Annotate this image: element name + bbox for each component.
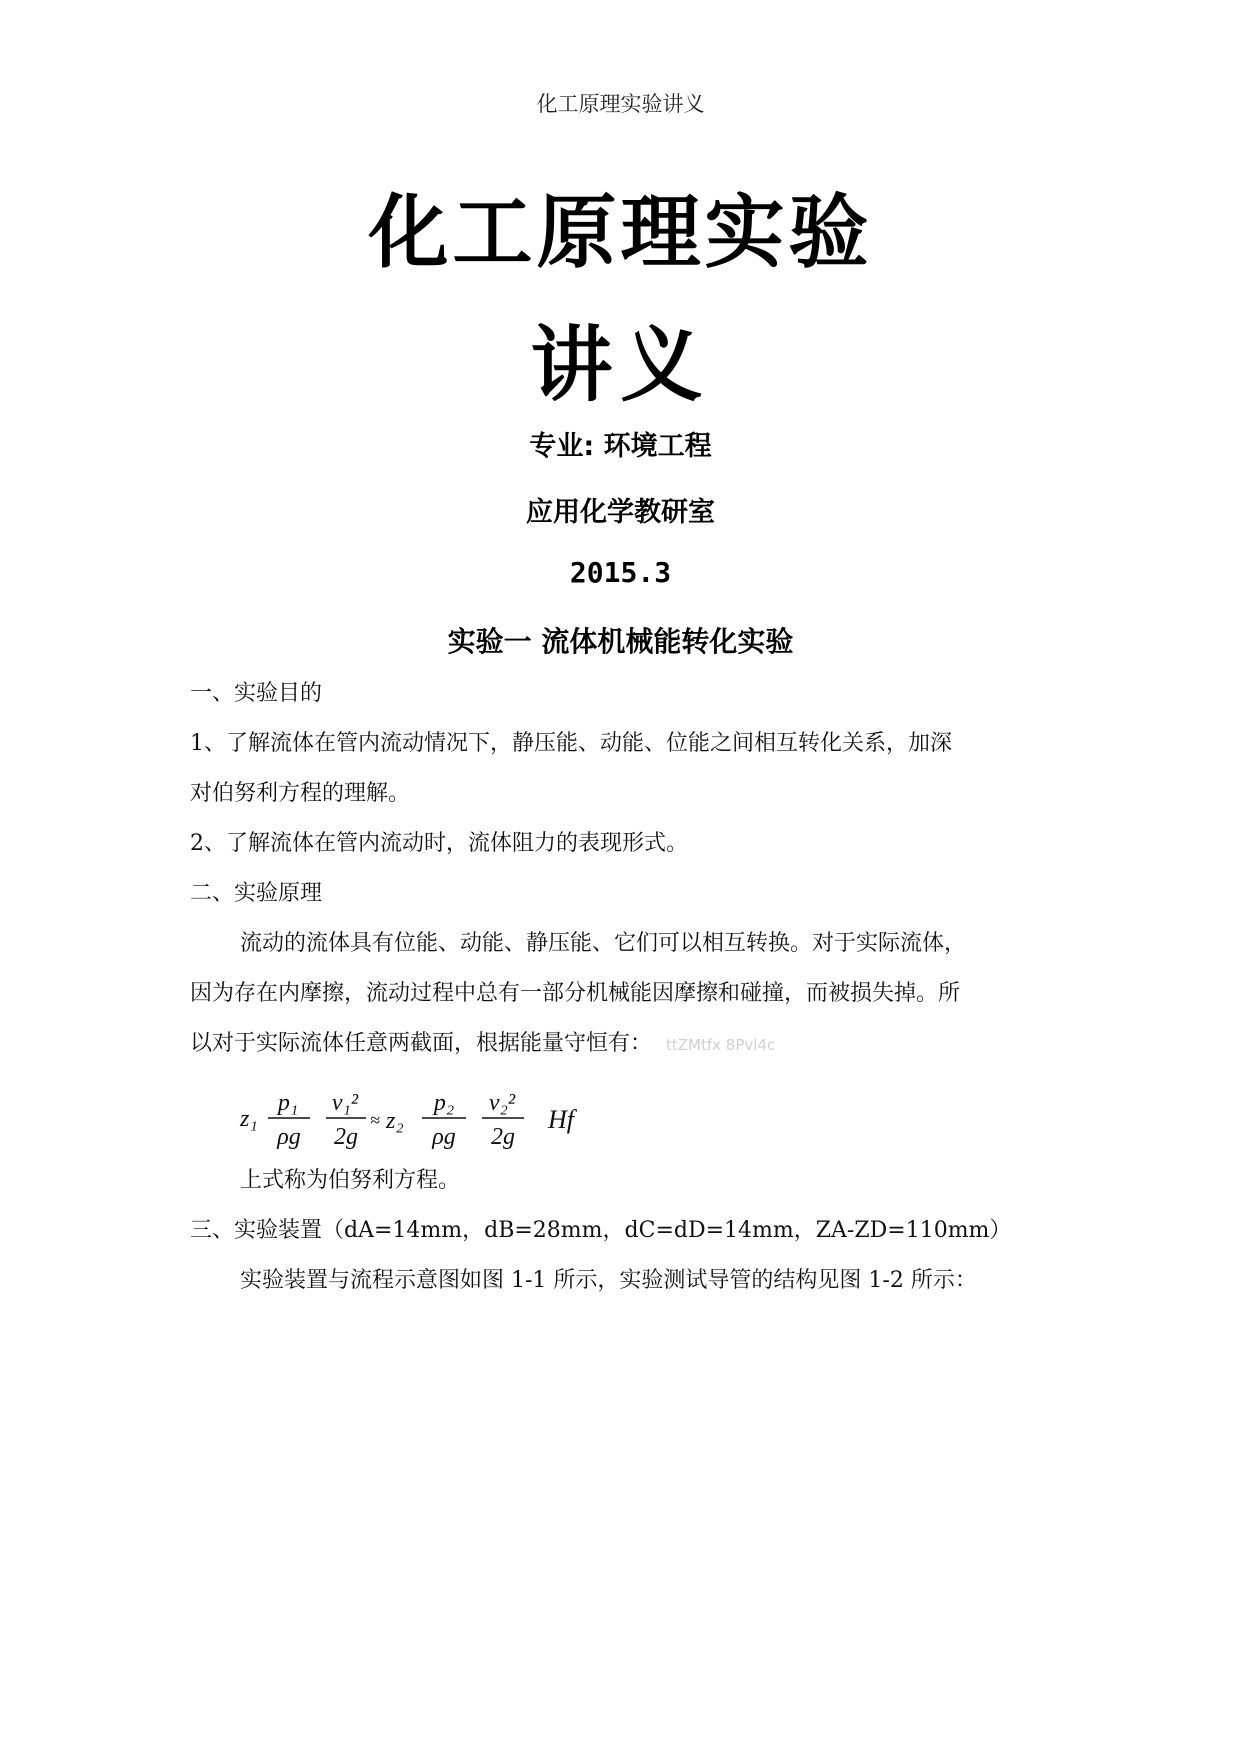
eq-p2: p₂ — [433, 1090, 455, 1116]
document-title-line2: 讲义 — [530, 318, 711, 413]
running-header: 化工原理实验讲义 — [536, 92, 705, 116]
equation-note: 上式称为伯努利方程。 — [240, 1168, 461, 1193]
major-label: 专业: 环境工程 — [529, 431, 712, 462]
purpose-item-2: 2、了解流体在管内流动时，流体阻力的表现形式。 — [190, 831, 688, 856]
eq-z2: z₂ — [386, 1108, 404, 1134]
eq-rho-g-2: ρg — [432, 1124, 456, 1150]
eq-rho-g-1: ρg — [277, 1124, 301, 1150]
principle-text: 以对于实际流体任意两截面，根据能量守恒有： — [190, 1031, 653, 1056]
section-heading-apparatus: 三、实验装置（dA=14mm，dB=28mm，dC=dD=14mm，ZA-ZD=110mm） — [190, 1218, 1012, 1243]
document-title: 化工原理实验 — [368, 186, 873, 279]
purpose-item-1-line2: 对伯努利方程的理解。 — [190, 781, 411, 806]
section-heading-purpose: 一、实验目的 — [190, 681, 323, 706]
eq-v1-squared: v₁² — [331, 1090, 359, 1116]
experiment-title: 实验一 流体机械能转化实验 — [447, 625, 794, 658]
eq-2g-2: 2g — [491, 1124, 515, 1150]
eq-2g-1: 2g — [334, 1124, 358, 1150]
date-label: 2015.3 — [569, 556, 672, 589]
principle-paragraph-line2: 因为存在内摩擦，流动过程中总有一部分机械能因摩擦和碰撞，而被损失掉。所 — [190, 981, 961, 1006]
eq-approx: ≈ — [370, 1110, 380, 1130]
eq-v2-squared: v₂² — [488, 1090, 516, 1116]
apparatus-description: 实验装置与流程示意图如图 1-1 所示，实验测试导管的结构见图 1-2 所示： — [240, 1268, 977, 1293]
eq-head-loss: Hf — [548, 1105, 574, 1134]
department-label: 应用化学教研室 — [526, 497, 715, 528]
eq-p1: p₁ — [277, 1090, 299, 1116]
section-heading-principle: 二、实验原理 — [190, 881, 323, 906]
eq-z1: z₁ — [240, 1106, 258, 1132]
faint-watermark-text: ttZMtfx 8Pvl4c — [666, 1036, 776, 1054]
principle-paragraph-line3 — [190, 1029, 1070, 1060]
bernoulli-equation — [238, 1078, 658, 1158]
purpose-item-1-line1: 1、了解流体在管内流动情况下，静压能、动能、位能之间相互转化关系，加深 — [190, 731, 952, 756]
principle-paragraph-line1: 流动的流体具有位能、动能、静压能、它们可以相互转换。对于实际流体， — [240, 931, 967, 956]
